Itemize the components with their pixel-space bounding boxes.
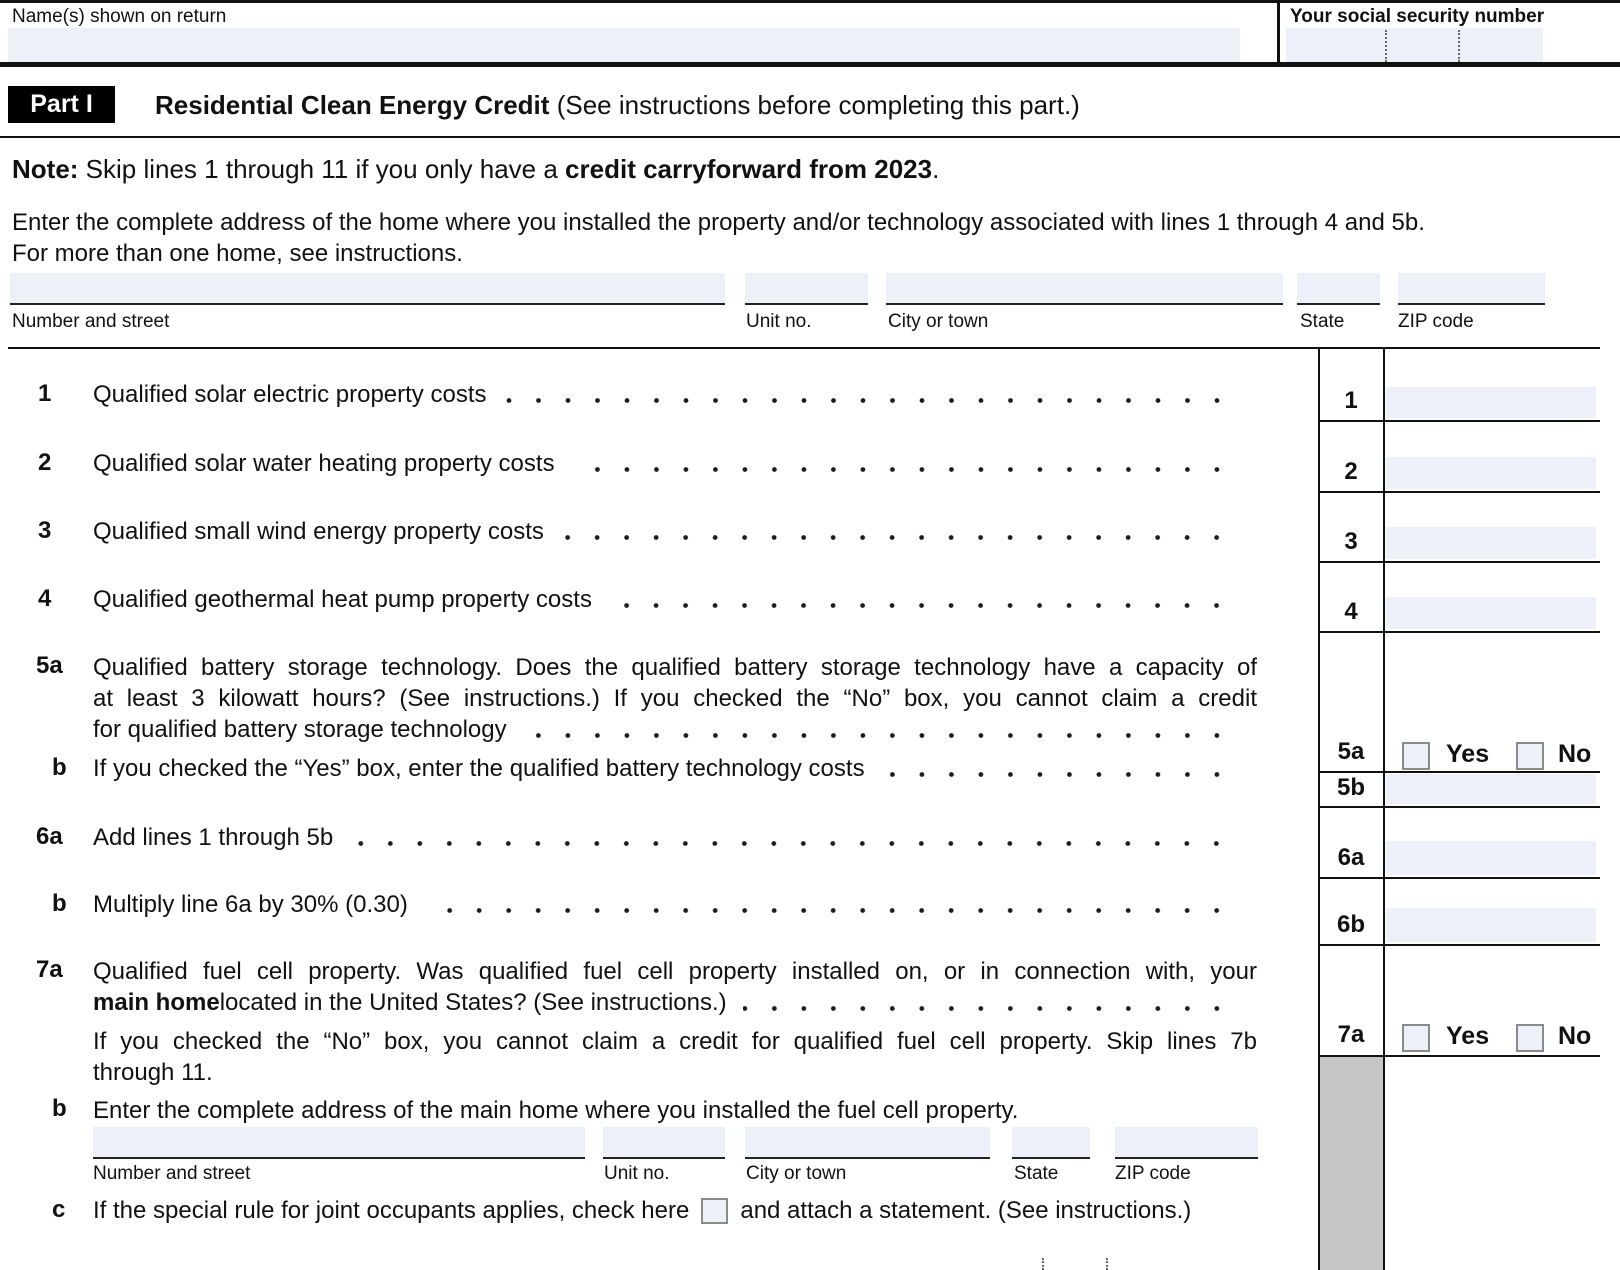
dot-leader: [424, 907, 1243, 914]
city-label: City or town: [888, 311, 989, 332]
line-7c-number: c: [52, 1196, 66, 1223]
intro-line-2: For more than one home, see instructions.: [12, 240, 463, 267]
city-label-2: City or town: [746, 1163, 847, 1184]
dot-leader: [881, 771, 1243, 778]
dot-leader: [560, 534, 1243, 541]
line-4-label: Qualified geothermal heat pump property costs: [93, 586, 592, 613]
box-number-4: 4: [1344, 598, 1358, 625]
line-6b-label: Multiply line 6a by 30% (0.30): [93, 891, 408, 918]
line-1-number: 1: [38, 380, 52, 407]
line-6a-row: [93, 823, 1245, 852]
line-7c-row: [93, 1196, 1191, 1225]
line-6b-row: [93, 890, 1245, 919]
intro-line-1: Enter the complete address of the home where you installed the property and/or technology associated with lines 1 through 4 and 5b.: [12, 209, 1425, 236]
ssn-separator: [1458, 30, 1460, 62]
line-7a-cont-1: If you checked the “No” box, you cannot claim a credit for qualified fuel cell property. Skip lines 7b: [93, 1028, 1257, 1055]
divider: [1318, 631, 1600, 633]
line-6b-amount-field[interactable]: [1386, 908, 1596, 942]
unit-label-2: Unit no.: [604, 1163, 670, 1184]
line-5a-text-1: Qualified battery storage technology. Does the qualified battery storage technology have a capacity of: [93, 654, 1257, 681]
note-prefix: Note:: [12, 154, 79, 184]
line-5a-yes-checkbox[interactable]: [1402, 742, 1430, 770]
line-7a-text-2-row: [93, 988, 1245, 1017]
line-4-amount-field[interactable]: [1386, 597, 1596, 629]
box-number-5a: 5a: [1337, 738, 1365, 765]
divider: [0, 62, 1620, 67]
line-7c-post: and attach a statement. (See instructions.): [740, 1197, 1192, 1224]
dot-leader: [571, 466, 1243, 473]
line-2-number: 2: [38, 449, 52, 476]
dot-leader: [743, 1005, 1243, 1012]
line-1-amount-field[interactable]: [1386, 387, 1596, 418]
box-number-5b: 5b: [1336, 774, 1365, 801]
line-7a-text-1: Qualified fuel cell property. Was qualified fuel cell property installed on, or in connection with, your: [93, 958, 1257, 985]
box-number-2: 2: [1344, 458, 1358, 485]
dot-leader: [608, 602, 1243, 609]
state-label-2: State: [1014, 1163, 1059, 1184]
unit-label: Unit no.: [746, 311, 812, 332]
line-1-label: Qualified solar electric property costs: [93, 381, 487, 408]
fuelcell-street-input[interactable]: [93, 1127, 585, 1159]
divider: [1383, 347, 1385, 1270]
home-city-input[interactable]: [886, 273, 1283, 305]
line-5b-amount-field[interactable]: [1386, 774, 1596, 804]
line-3-amount-field[interactable]: [1386, 527, 1596, 559]
line-7b-label: Enter the complete address of the main home where you installed the fuel cell property.: [93, 1097, 1019, 1124]
line-5a-yes-label: Yes: [1446, 740, 1490, 768]
note-text: Skip lines 1 through 11 if you only have a: [78, 154, 566, 184]
line-5b-label: If you checked the “Yes” box, enter the qualified battery technology costs: [93, 755, 865, 782]
street-label: Number and street: [12, 311, 170, 332]
home-street-input[interactable]: [10, 273, 725, 305]
fuelcell-unit-input[interactable]: [603, 1127, 725, 1159]
state-label: State: [1300, 311, 1345, 332]
line-5a-text-3: for qualified battery storage technology: [93, 716, 507, 743]
line-2-row: [93, 449, 1245, 478]
divider: [1318, 561, 1600, 563]
line-7a-text-2: located in the United States? (See instructions.): [219, 989, 727, 1016]
line-5b-number: b: [52, 754, 67, 781]
line-7b-number: b: [52, 1095, 67, 1122]
line-5a-text-2: at least 3 kilowatt hours? (See instructions.) If you checked the “No” box, you cannot claim a credit: [93, 685, 1257, 712]
dot-leader: [349, 840, 1243, 847]
note-period: .: [932, 154, 940, 184]
divider: [1318, 806, 1600, 808]
line-5b-row: [93, 754, 1245, 783]
line-4-row: [93, 585, 1245, 614]
line-7c-pre: If the special rule for joint occupants applies, check here: [93, 1197, 690, 1224]
ssn-label: Your social security number: [1290, 6, 1545, 27]
fuelcell-city-input[interactable]: [745, 1127, 990, 1159]
zip-label-2: ZIP code: [1115, 1163, 1191, 1184]
line-5a-no-checkbox[interactable]: [1516, 742, 1544, 770]
divider: [1318, 771, 1600, 773]
line-7a-bold: main home: [93, 989, 220, 1016]
street-label-2: Number and street: [93, 1163, 251, 1184]
cutoff-dotted-mark: [1106, 1258, 1108, 1270]
ssn-separator: [1385, 30, 1387, 62]
box-number-7a: 7a: [1337, 1021, 1365, 1048]
line-6a-number: 6a: [36, 823, 63, 850]
part1-title: Residential Clean Energy Credit: [155, 90, 550, 120]
line-7a-yes-label: Yes: [1446, 1022, 1490, 1050]
divider: [1318, 1055, 1600, 1057]
dot-leader: [503, 397, 1244, 404]
note-bold: credit carryforward from 2023: [565, 154, 933, 184]
divider: [1318, 877, 1600, 879]
line-7c-checkbox[interactable]: [701, 1198, 728, 1224]
line-7a-no-label: No: [1558, 1022, 1592, 1050]
line-4-number: 4: [38, 585, 52, 612]
note-line: [12, 154, 939, 185]
part1-subtitle: (See instructions before completing this part.): [556, 90, 1080, 120]
line-7a-yes-checkbox[interactable]: [1402, 1024, 1430, 1052]
line-2-label: Qualified solar water heating property costs: [93, 450, 555, 477]
box-number-3: 3: [1344, 528, 1358, 555]
line-5a-number: 5a: [36, 652, 63, 679]
divider: [8, 347, 1600, 349]
home-state-input[interactable]: [1297, 273, 1380, 305]
line-2-amount-field[interactable]: [1386, 457, 1596, 489]
home-unit-input[interactable]: [745, 273, 868, 305]
name-on-return-label: Name(s) shown on return: [12, 6, 227, 27]
line-7a-number: 7a: [36, 956, 63, 983]
zip-label: ZIP code: [1398, 311, 1474, 332]
part1-tag: Part I: [8, 86, 115, 123]
box-number-6a: 6a: [1337, 844, 1365, 871]
divider: [0, 0, 1620, 3]
shaded-column: [1320, 1056, 1383, 1270]
box-number-1: 1: [1344, 387, 1358, 414]
divider: [1318, 944, 1600, 946]
name-on-return-input[interactable]: [8, 28, 1240, 62]
divider: [1318, 491, 1600, 493]
fuelcell-zip-input[interactable]: [1115, 1127, 1258, 1159]
line-3-number: 3: [38, 517, 52, 544]
line-3-label: Qualified small wind energy property costs: [93, 518, 544, 545]
line-7a-cont-2: through 11.: [93, 1059, 213, 1086]
part1-title-row: [155, 90, 1080, 121]
cutoff-dotted-mark: [1042, 1258, 1044, 1270]
ssn-input[interactable]: [1286, 28, 1543, 62]
box-number-6b: 6b: [1336, 911, 1365, 938]
home-zip-input[interactable]: [1398, 273, 1545, 305]
line-3-row: [93, 517, 1245, 546]
line-5a-no-label: No: [1558, 740, 1592, 768]
line-6a-amount-field[interactable]: [1386, 841, 1596, 875]
divider: [1318, 420, 1600, 422]
dot-leader: [523, 732, 1243, 739]
line-5a-text-3-row: [93, 715, 1245, 744]
line-7a-no-checkbox[interactable]: [1516, 1024, 1544, 1052]
line-1-row: [93, 380, 1245, 409]
fuelcell-state-input[interactable]: [1012, 1127, 1090, 1159]
intro-paragraph: [12, 207, 1557, 269]
divider: [0, 136, 1620, 138]
line-6b-number: b: [52, 890, 67, 917]
line-6a-label: Add lines 1 through 5b: [93, 824, 334, 851]
divider: [1277, 0, 1280, 64]
